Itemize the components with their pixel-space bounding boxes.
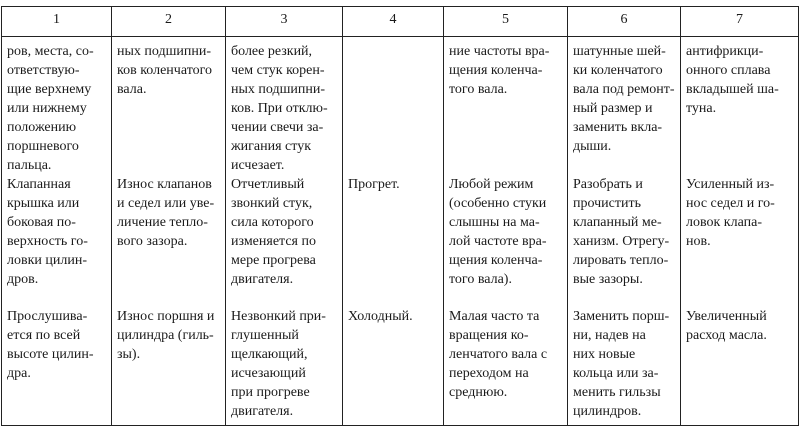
cell-text: Отчетливый звонкий стук, сила которого изменяется по мере прогрева двигателя.	[231, 177, 316, 287]
column-header-4: 4	[343, 7, 444, 37]
column-header-2: 2	[112, 7, 226, 37]
table-cell	[568, 307, 681, 426]
cell-text: Износ поршня и цилиндра (гиль- зы).	[117, 309, 215, 362]
cell-text: Прогрет.	[348, 177, 400, 192]
cell-text: Заменить порш- ни, надев на них новые кольца или за- менить гильзы цилиндров.	[573, 309, 670, 419]
cell-text: Холодный.	[348, 309, 413, 324]
table-cell	[112, 37, 226, 176]
cell-text: ных подшипни- ков коленчатого вала.	[117, 44, 213, 97]
table-cell	[444, 37, 568, 176]
column-header-3: 3	[226, 7, 343, 37]
cell-text: шатунные шей- ки коленчатого вала под ремонт- ный размер и заменить вкла- дыши.	[573, 44, 675, 154]
header-row	[2, 7, 799, 37]
column-header-6: 6	[568, 7, 681, 37]
column-header-1: 1	[2, 7, 112, 37]
table-cell	[112, 175, 226, 307]
cell-text: Прослушива- ется по всей высоте цилин- дра.	[7, 309, 94, 381]
table-cell	[2, 175, 112, 307]
column-header-5: 5	[444, 7, 568, 37]
table-cell	[226, 307, 343, 426]
table-row	[2, 307, 799, 426]
table-cell	[444, 307, 568, 426]
cell-text: Усиленный из- нос седел и го- ловок клапа- нов.	[686, 177, 775, 249]
table-cell	[226, 37, 343, 176]
cell-text: ние частоты вра- щения коленча- того вала.	[449, 44, 550, 97]
cell-text: более резкий, чем стук корен- ных подшипни- ков. При отклю- чении свечи за- жигания стук исчезает.	[231, 44, 328, 173]
table-cell	[2, 307, 112, 426]
cell-text: Незвонкий при- глушенный щелкающий, исчезающий при прогреве двигателя.	[231, 309, 326, 419]
table-cell	[444, 175, 568, 307]
table-row	[2, 37, 799, 176]
diagnostics-table	[1, 6, 799, 426]
cell-text: Увеличенный расход масла.	[686, 309, 767, 343]
table-cell	[343, 37, 444, 176]
table-cell	[568, 175, 681, 307]
cell-text: ров, места, со- ответствую- щие верхнему или нижнему положению поршневого пальца.	[7, 44, 94, 173]
cell-text: Разобрать и прочистить клапанный ме- ханизм. Отрегу- лировать тепло- вые зазоры.	[573, 177, 670, 287]
table-cell	[112, 307, 226, 426]
table-cell	[2, 37, 112, 176]
cell-text: Клапанная крышка или боковая по- верхность го- ловки цилин- дров.	[7, 177, 88, 287]
cell-text: Любой режим (особенно стуки слышны на ма- лой частоте вра- щения коленча- того вала).	[449, 177, 547, 287]
table-cell	[681, 175, 799, 307]
cell-text: антифрикци- онного сплава вкладышей ша- туна.	[686, 44, 779, 116]
table-row	[2, 175, 799, 307]
cell-text: Износ клапанов и седел или уве- личение тепло- вого зазора.	[117, 177, 215, 249]
cell-text: Малая часто та вращения ко- ленчатого вала с переходом на среднюю.	[449, 309, 548, 400]
table-cell	[343, 307, 444, 426]
table-cell	[681, 37, 799, 176]
table-cell	[681, 307, 799, 426]
table-cell	[568, 37, 681, 176]
column-header-7: 7	[681, 7, 799, 37]
table-cell	[343, 175, 444, 307]
table-cell	[226, 175, 343, 307]
